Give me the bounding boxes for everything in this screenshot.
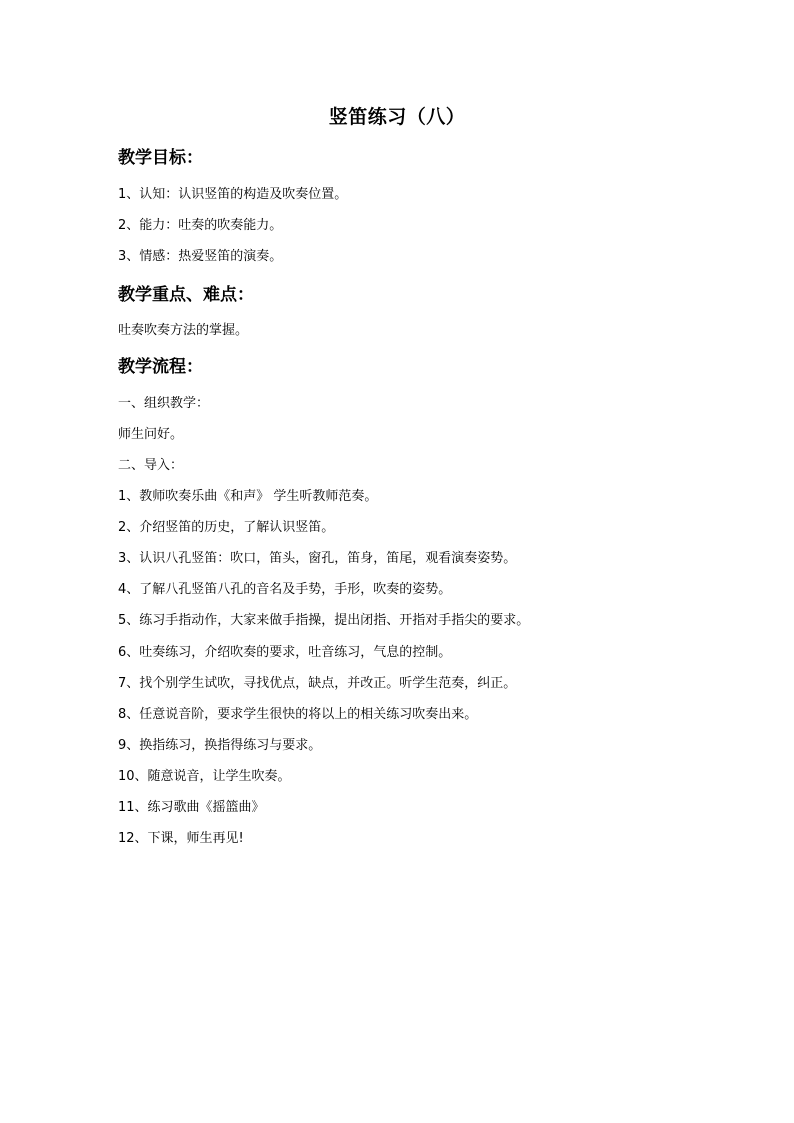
procedure-item: 师生问好。 bbox=[118, 427, 184, 442]
procedure-item: 二、导入： bbox=[118, 458, 184, 473]
procedure-item: 10、随意说音，让学生吹奏。 bbox=[118, 769, 291, 784]
key-point-item: 吐奏吹奏方法的掌握。 bbox=[118, 323, 249, 338]
procedure-item: 5、练习手指动作，大家来做手指操，提出闭指、开指对手指尖的要求。 bbox=[118, 613, 530, 628]
procedure-item: 1、教师吹奏乐曲《和声》 学生听教师范奏。 bbox=[118, 489, 378, 504]
procedure-item: 6、吐奏练习，介绍吹奏的要求，吐音练习，气息的控制。 bbox=[118, 645, 452, 660]
objective-item: 1、认知：认识竖笛的构造及吹奏位置。 bbox=[118, 187, 348, 202]
section-heading-objectives: 教学目标： bbox=[118, 148, 203, 168]
objective-item: 3、情感：热爱竖笛的演奏。 bbox=[118, 249, 283, 264]
procedure-item: 2、介绍竖笛的历史，了解认识竖笛。 bbox=[118, 520, 335, 535]
procedure-item: 7、找个别学生试吹，寻找优点，缺点，并改正。听学生范奏，纠正。 bbox=[118, 676, 517, 691]
procedure-item: 3、认识八孔竖笛：吹口，笛头，窗孔，笛身，笛尾，观看演奏姿势。 bbox=[118, 551, 517, 566]
objective-item: 2、能力：吐奏的吹奏能力。 bbox=[118, 218, 283, 233]
section-heading-procedure: 教学流程： bbox=[118, 357, 203, 377]
procedure-item: 9、换指练习，换指得练习与要求。 bbox=[118, 738, 322, 753]
document-title: 竖笛练习（八） bbox=[328, 106, 466, 128]
procedure-item: 8、任意说音阶，要求学生很快的将以上的相关练习吹奏出来。 bbox=[118, 707, 478, 722]
procedure-item: 12、下课，师生再见! bbox=[118, 831, 244, 846]
section-heading-key-points: 教学重点、难点： bbox=[118, 285, 254, 305]
procedure-item: 4、了解八孔竖笛八孔的音名及手势，手形，吹奏的姿势。 bbox=[118, 582, 452, 597]
procedure-item: 11、练习歌曲《摇篮曲》 bbox=[118, 800, 265, 815]
procedure-item: 一、组织教学： bbox=[118, 396, 210, 411]
